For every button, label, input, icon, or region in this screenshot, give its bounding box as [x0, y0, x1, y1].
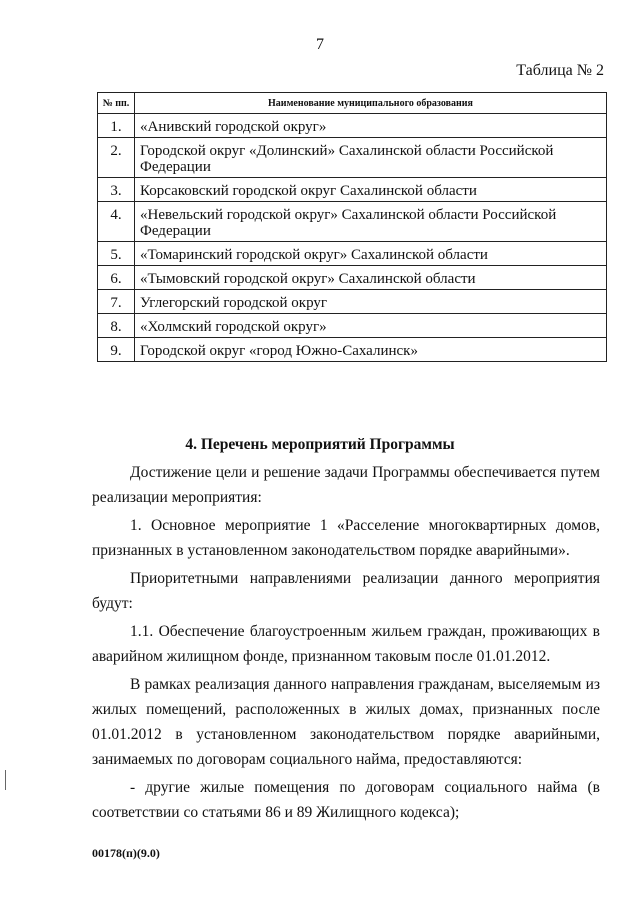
municipality-name: «Томаринский городской округ» Сахалинской области [135, 242, 607, 266]
row-number: 1. [98, 114, 135, 138]
table-header-row [98, 93, 607, 114]
municipality-name: «Невельский городской округ» Сахалинской области Российской Федерации [135, 202, 607, 242]
paragraph: 1. Основное мероприятие 1 «Расселение многоквартирных домов, признанных в установленном законодательством порядке аварийными». [92, 517, 600, 559]
paragraph: - другие жилые помещения по договорам социального найма (в соответствии со статьями 86 и 89 Жилищного кодекса); [92, 779, 600, 821]
paragraph: Приоритетными направлениями реализации данного мероприятия будут: [92, 570, 600, 612]
table-row [98, 138, 607, 178]
margin-mark [5, 770, 6, 790]
municipality-name: «Анивский городской округ» [135, 114, 607, 138]
municipality-name: Корсаковский городской округ Сахалинской области [135, 178, 607, 202]
document-code: 00178(п)(9.0) [92, 846, 160, 860]
table-row [98, 114, 607, 138]
row-number: 6. [98, 266, 135, 290]
table-caption: Таблица № 2 [516, 62, 604, 79]
table-row [98, 338, 607, 362]
page-number: 7 [316, 36, 324, 53]
municipalities-table [97, 92, 607, 362]
municipality-name: Углегорский городской округ [135, 290, 607, 314]
row-number: 4. [98, 202, 135, 242]
paragraph: Достижение цели и решение задачи Программы обеспечивается путем реализации мероприятия: [92, 464, 600, 506]
row-number: 9. [98, 338, 135, 362]
paragraph: В рамках реализация данного направления гражданам, выселяемым из жилых помещений, расположенных в жилых домах, признанных после 01.01.2012 в установленном законодательством порядке аварийными, занимаемых по договорам социального найма, предоставляются: [92, 676, 600, 768]
municipality-name: Городской округ «город Южно-Сахалинск» [135, 338, 607, 362]
row-number: 2. [98, 138, 135, 178]
row-number: 7. [98, 290, 135, 314]
row-number: 5. [98, 242, 135, 266]
section-body [92, 460, 600, 828]
table-row [98, 242, 607, 266]
column-header-number: № пп. [98, 93, 135, 114]
table-row [98, 266, 607, 290]
municipality-name: Городской округ «Долинский» Сахалинской области Российской Федерации [135, 138, 607, 178]
table-row [98, 290, 607, 314]
column-header-name: Наименование муниципального образования [135, 93, 607, 114]
paragraph: 1.1. Обеспечение благоустроенным жильем граждан, проживающих в аварийном жилищном фонде, признанном таковым после 01.01.2012. [92, 623, 600, 665]
row-number: 8. [98, 314, 135, 338]
table-row [98, 178, 607, 202]
table-row [98, 314, 607, 338]
municipality-name: «Тымовский городской округ» Сахалинской области [135, 266, 607, 290]
municipality-name: «Холмский городской округ» [135, 314, 607, 338]
row-number: 3. [98, 178, 135, 202]
section-title: 4. Перечень мероприятий Программы [185, 436, 455, 453]
table-row [98, 202, 607, 242]
